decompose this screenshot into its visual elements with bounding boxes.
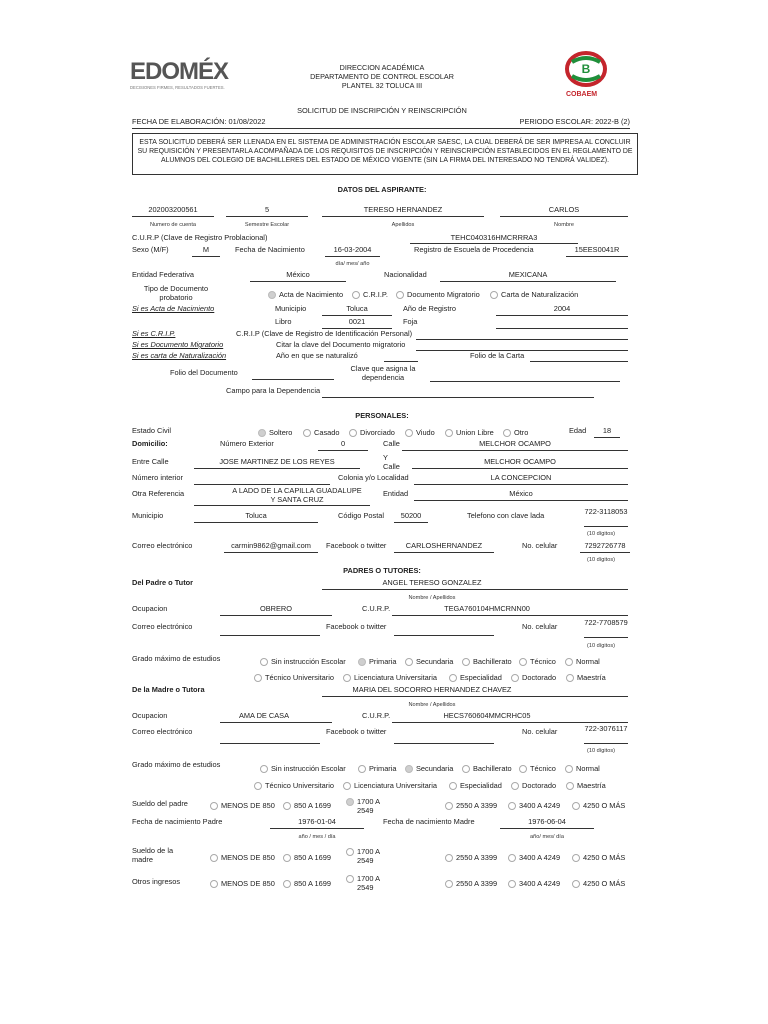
sueldo-madre-1700-2549[interactable]: 1700 A 2549 [346, 847, 383, 865]
radio-dot-icon [349, 429, 357, 437]
madre-ocupacion-value: AMA DE CASA [238, 711, 290, 720]
radio-dot-icon [283, 802, 291, 810]
radio-dot-icon [258, 429, 266, 437]
padre-grado-licenciatura[interactable]: Licenciatura Universitaria [343, 673, 437, 682]
radio-dot-icon [508, 854, 516, 862]
radio-dot-icon [445, 880, 453, 888]
padre-grado-especialidad[interactable]: Especialidad [449, 673, 502, 682]
radio-dot-icon [352, 291, 360, 299]
fecha-elaboracion: FECHA DE ELABORACIÓN: 01/08/2022 [132, 117, 266, 126]
radio-dot-icon [565, 658, 573, 666]
semestre-value: 5 [264, 205, 270, 214]
radio-dot-icon [260, 765, 268, 773]
madre-grado-sin-instruccion[interactable]: Sin instrucción Escolar [260, 764, 346, 773]
padre-grado-tecnico[interactable]: Técnico [519, 657, 556, 666]
sueldo-madre-3400-4249[interactable]: 3400 A 4249 [508, 853, 560, 862]
nacionalidad-value: MEXICANA [508, 270, 548, 279]
radio-dot-icon [346, 798, 354, 806]
entidad-value: México [286, 270, 310, 279]
madre-grado-tecnico[interactable]: Técnico [519, 764, 556, 773]
radio-dot-icon [572, 802, 580, 810]
radio-dot-icon [566, 782, 574, 790]
radio-dot-icon [346, 848, 354, 856]
radio-dot-icon [462, 765, 470, 773]
otros-ingresos-3400-4249[interactable]: 3400 A 4249 [508, 879, 560, 888]
radio-dot-icon [303, 429, 311, 437]
otra-referencia-value: A LADO DE LA CAPILLA GUADALUPE Y SANTA CRUZ [232, 486, 362, 504]
radio-dot-icon [210, 854, 218, 862]
radio-divorciado[interactable]: Divorciado [349, 428, 395, 437]
sueldo-madre-menos-850[interactable]: MENOS DE 850 [210, 853, 275, 862]
madre-grado-especialidad[interactable]: Especialidad [449, 781, 502, 790]
municipio-dom-value: Toluca [245, 511, 267, 520]
radio-dot-icon [503, 429, 511, 437]
radio-dot-icon [508, 880, 516, 888]
y-calle-value: MELCHOR OCAMPO [484, 457, 556, 466]
radio-dot-icon [462, 658, 470, 666]
padre-grado-bachillerato[interactable]: Bachillerato [462, 657, 512, 666]
radio-dot-icon [346, 875, 354, 883]
padre-grado-maestria[interactable]: Maestría [566, 673, 606, 682]
radio-dot-icon [260, 658, 268, 666]
radio-dot-icon [519, 765, 527, 773]
madre-grado-secundaria[interactable]: Secundaria [405, 764, 453, 773]
radio-soltero[interactable]: Soltero [258, 428, 292, 437]
radio-dot-icon [519, 658, 527, 666]
cp-value: 50200 [400, 511, 422, 520]
radio-dot-icon [572, 854, 580, 862]
radio-viudo[interactable]: Viudo [405, 428, 435, 437]
notice-text: ESTA SOLICITUD DEBERÁ SER LLENADA EN EL SISTEMA DE ADMINISTRACIÓN ESCOLAR SAESC, LA CUAL DEBERÁ DE SER IMPRESA AL CONCLUIR SU REQUISICIÓN Y PRESENTARLA ACOMPAÑADA DE LOS REQUISITOS DE INSCRIPCIÓN Y REINSCRIPCIÓN ESTABLECIDOS EN EL REGLAMENTO DE ALUMNOS DEL COLEGIO DE BACHILLERES DEL ESTADO DE MÉXICO VIGENTE (SIN LA FIRMA DEL INTERESADO NO TENDRÁ VALIDEZ). [137, 139, 633, 164]
section-aspirante: DATOS DEL ASPIRANTE: [337, 185, 427, 194]
fnac-padre-value: 1976-01-04 [298, 817, 336, 826]
radio-dot-icon [565, 765, 573, 773]
radio-dot-icon [405, 658, 413, 666]
radio-carta-naturalizacion[interactable]: Carta de Naturalización [490, 290, 578, 299]
radio-dot-icon [210, 880, 218, 888]
madre-grado-bachillerato[interactable]: Bachillerato [462, 764, 512, 773]
radio-dot-icon [358, 765, 366, 773]
svg-text:B: B [581, 62, 591, 76]
radio-acta-nacimiento[interactable]: Acta de Nacimiento [268, 290, 343, 299]
cuenta-value: 202003200561 [148, 205, 198, 214]
sueldo-madre-2550-3399[interactable]: 2550 A 3399 [445, 853, 497, 862]
sueldo-madre-4250-mas[interactable]: 4250 O MÁS [572, 853, 625, 862]
calle-value: MELCHOR OCAMPO [479, 439, 551, 448]
sueldo-madre-850-1699[interactable]: 850 A 1699 [283, 853, 331, 862]
fnac-madre-value: 1976-06-04 [528, 817, 566, 826]
padre-ocupacion-value: OBRERO [259, 604, 293, 613]
otros-ingresos-4250-mas[interactable]: 4250 O MÁS [572, 879, 625, 888]
radio-dot-icon [449, 782, 457, 790]
section-personales: PERSONALES: [355, 411, 409, 420]
municipio-acta-value: Toluca [346, 304, 368, 313]
anio-registro-value: 2004 [553, 304, 571, 313]
padre-nombre-value: ANGEL TERESO GONZALEZ [382, 578, 482, 587]
madre-grado-primaria[interactable]: Primaria [358, 764, 397, 773]
periodo-escolar: PERIODO ESCOLAR: 2022-B (2) [519, 117, 630, 126]
cobaem-logo: B COBAEM [562, 50, 614, 99]
radio-dot-icon [445, 802, 453, 810]
madre-celular-value: 722-3076117 [584, 724, 628, 733]
padre-grado-normal[interactable]: Normal [565, 657, 600, 666]
madre-grado-licenciatura[interactable]: Licenciatura Universitaria [343, 781, 437, 790]
padre-grado-doctorado[interactable]: Doctorado [511, 673, 556, 682]
nombre-value: CARLOS [548, 205, 580, 214]
sueldo-padre-850-1699[interactable]: 850 A 1699 [283, 801, 331, 810]
otros-ingresos-2550-3399[interactable]: 2550 A 3399 [445, 879, 497, 888]
padre-grado-tecnico-univ[interactable]: Técnico Universitario [254, 673, 334, 682]
sueldo-padre-3400-4249[interactable]: 3400 A 4249 [508, 801, 560, 810]
otros-ingresos-1700-2549[interactable]: 1700 A 2549 [346, 874, 383, 892]
radio-dot-icon [490, 291, 498, 299]
colonia-value: LA CONCEPCION [490, 473, 552, 482]
telefono-value: 722-3118053 [584, 507, 628, 516]
radio-dot-icon [283, 854, 291, 862]
fnac-value: 16-03-2004 [333, 245, 372, 254]
radio-dot-icon [268, 291, 276, 299]
radio-dot-icon [343, 782, 351, 790]
radio-dot-icon [358, 658, 366, 666]
header-line1: DIRECCION ACADÉMICA [339, 63, 425, 72]
radio-dot-icon [511, 674, 519, 682]
radio-otro[interactable]: Otro [503, 428, 528, 437]
apellidos-value: TERESO HERNANDEZ [363, 205, 443, 214]
celular-value: 7292726778 [584, 541, 626, 550]
radio-dot-icon [511, 782, 519, 790]
padre-grado-sin-instruccion[interactable]: Sin instrucción Escolar [260, 657, 346, 666]
otros-ingresos-menos-850[interactable]: MENOS DE 850 [210, 879, 275, 888]
radio-dot-icon [405, 429, 413, 437]
radio-dot-icon [508, 802, 516, 810]
radio-dot-icon [283, 880, 291, 888]
radio-union-libre[interactable]: Union Libre [445, 428, 494, 437]
sueldo-padre-2550-3399[interactable]: 2550 A 3399 [445, 801, 497, 810]
otros-ingresos-850-1699[interactable]: 850 A 1699 [283, 879, 331, 888]
sueldo-padre-1700-2549[interactable]: 1700 A 2549 [346, 797, 383, 815]
reg-value: 15EES0041R [574, 245, 620, 254]
madre-grado-normal[interactable]: Normal [565, 764, 600, 773]
padre-grado-primaria[interactable]: Primaria [358, 657, 397, 666]
form-title: SOLICITUD DE INSCRIPCIÓN Y REINSCRIPCIÓN [297, 106, 467, 115]
madre-grado-tecnico-univ[interactable]: Técnico Universitario [254, 781, 334, 790]
sueldo-padre-menos-850[interactable]: MENOS DE 850 [210, 801, 275, 810]
cobaem-emblem-icon [562, 50, 610, 88]
radio-dot-icon [445, 429, 453, 437]
radio-doc-migratorio[interactable]: Documento Migratorio [396, 290, 480, 299]
radio-dot-icon [572, 880, 580, 888]
radio-dot-icon [254, 674, 262, 682]
madre-nombre-value: MARIA DEL SOCORRO HERNANDEZ CHAVEZ [352, 685, 512, 694]
notice-box [132, 133, 638, 175]
entidad-dom-value: México [509, 489, 533, 498]
facebook-value: CARLOSHERNANDEZ [405, 541, 483, 550]
correo-value: carmin9862@gmail.com [231, 541, 311, 550]
num-ext-value: 0 [340, 439, 346, 448]
radio-dot-icon [449, 674, 457, 682]
radio-crip[interactable]: C.R.I.P. [352, 290, 388, 299]
edad-value: 18 [602, 426, 612, 435]
curp-value: TEHC040316HMCRRRA3 [450, 233, 538, 242]
header-line2: DEPARTAMENTO DE CONTROL ESCOLAR [310, 72, 454, 81]
madre-grado-maestria[interactable]: Maestría [566, 781, 606, 790]
edomex-logo: EDOMÉX DECISIONES FIRMES, RESULTADOS FUERTES. [130, 58, 229, 90]
sexo-value: M [202, 245, 210, 254]
madre-grado-doctorado[interactable]: Doctorado [511, 781, 556, 790]
libro-value: 0021 [348, 317, 366, 326]
entre-calle-value: JOSE MARTINEZ DE LOS REYES [219, 457, 335, 466]
padre-grado-secundaria[interactable]: Secundaria [405, 657, 453, 666]
radio-dot-icon [396, 291, 404, 299]
padre-celular-value: 722-7708579 [584, 618, 628, 627]
radio-dot-icon [405, 765, 413, 773]
radio-dot-icon [343, 674, 351, 682]
radio-dot-icon [566, 674, 574, 682]
header-line3: PLANTEL 32 TOLUCA III [341, 81, 423, 90]
radio-dot-icon [210, 802, 218, 810]
madre-curp-value: HECS760604MMCRHC05 [443, 711, 531, 720]
sueldo-padre-4250-mas[interactable]: 4250 O MÁS [572, 801, 625, 810]
radio-casado[interactable]: Casado [303, 428, 339, 437]
padre-curp-value: TEGA760104HMCRNN00 [444, 604, 530, 613]
section-tutores: PADRES O TUTORES: [343, 566, 421, 575]
radio-dot-icon [445, 854, 453, 862]
radio-dot-icon [254, 782, 262, 790]
